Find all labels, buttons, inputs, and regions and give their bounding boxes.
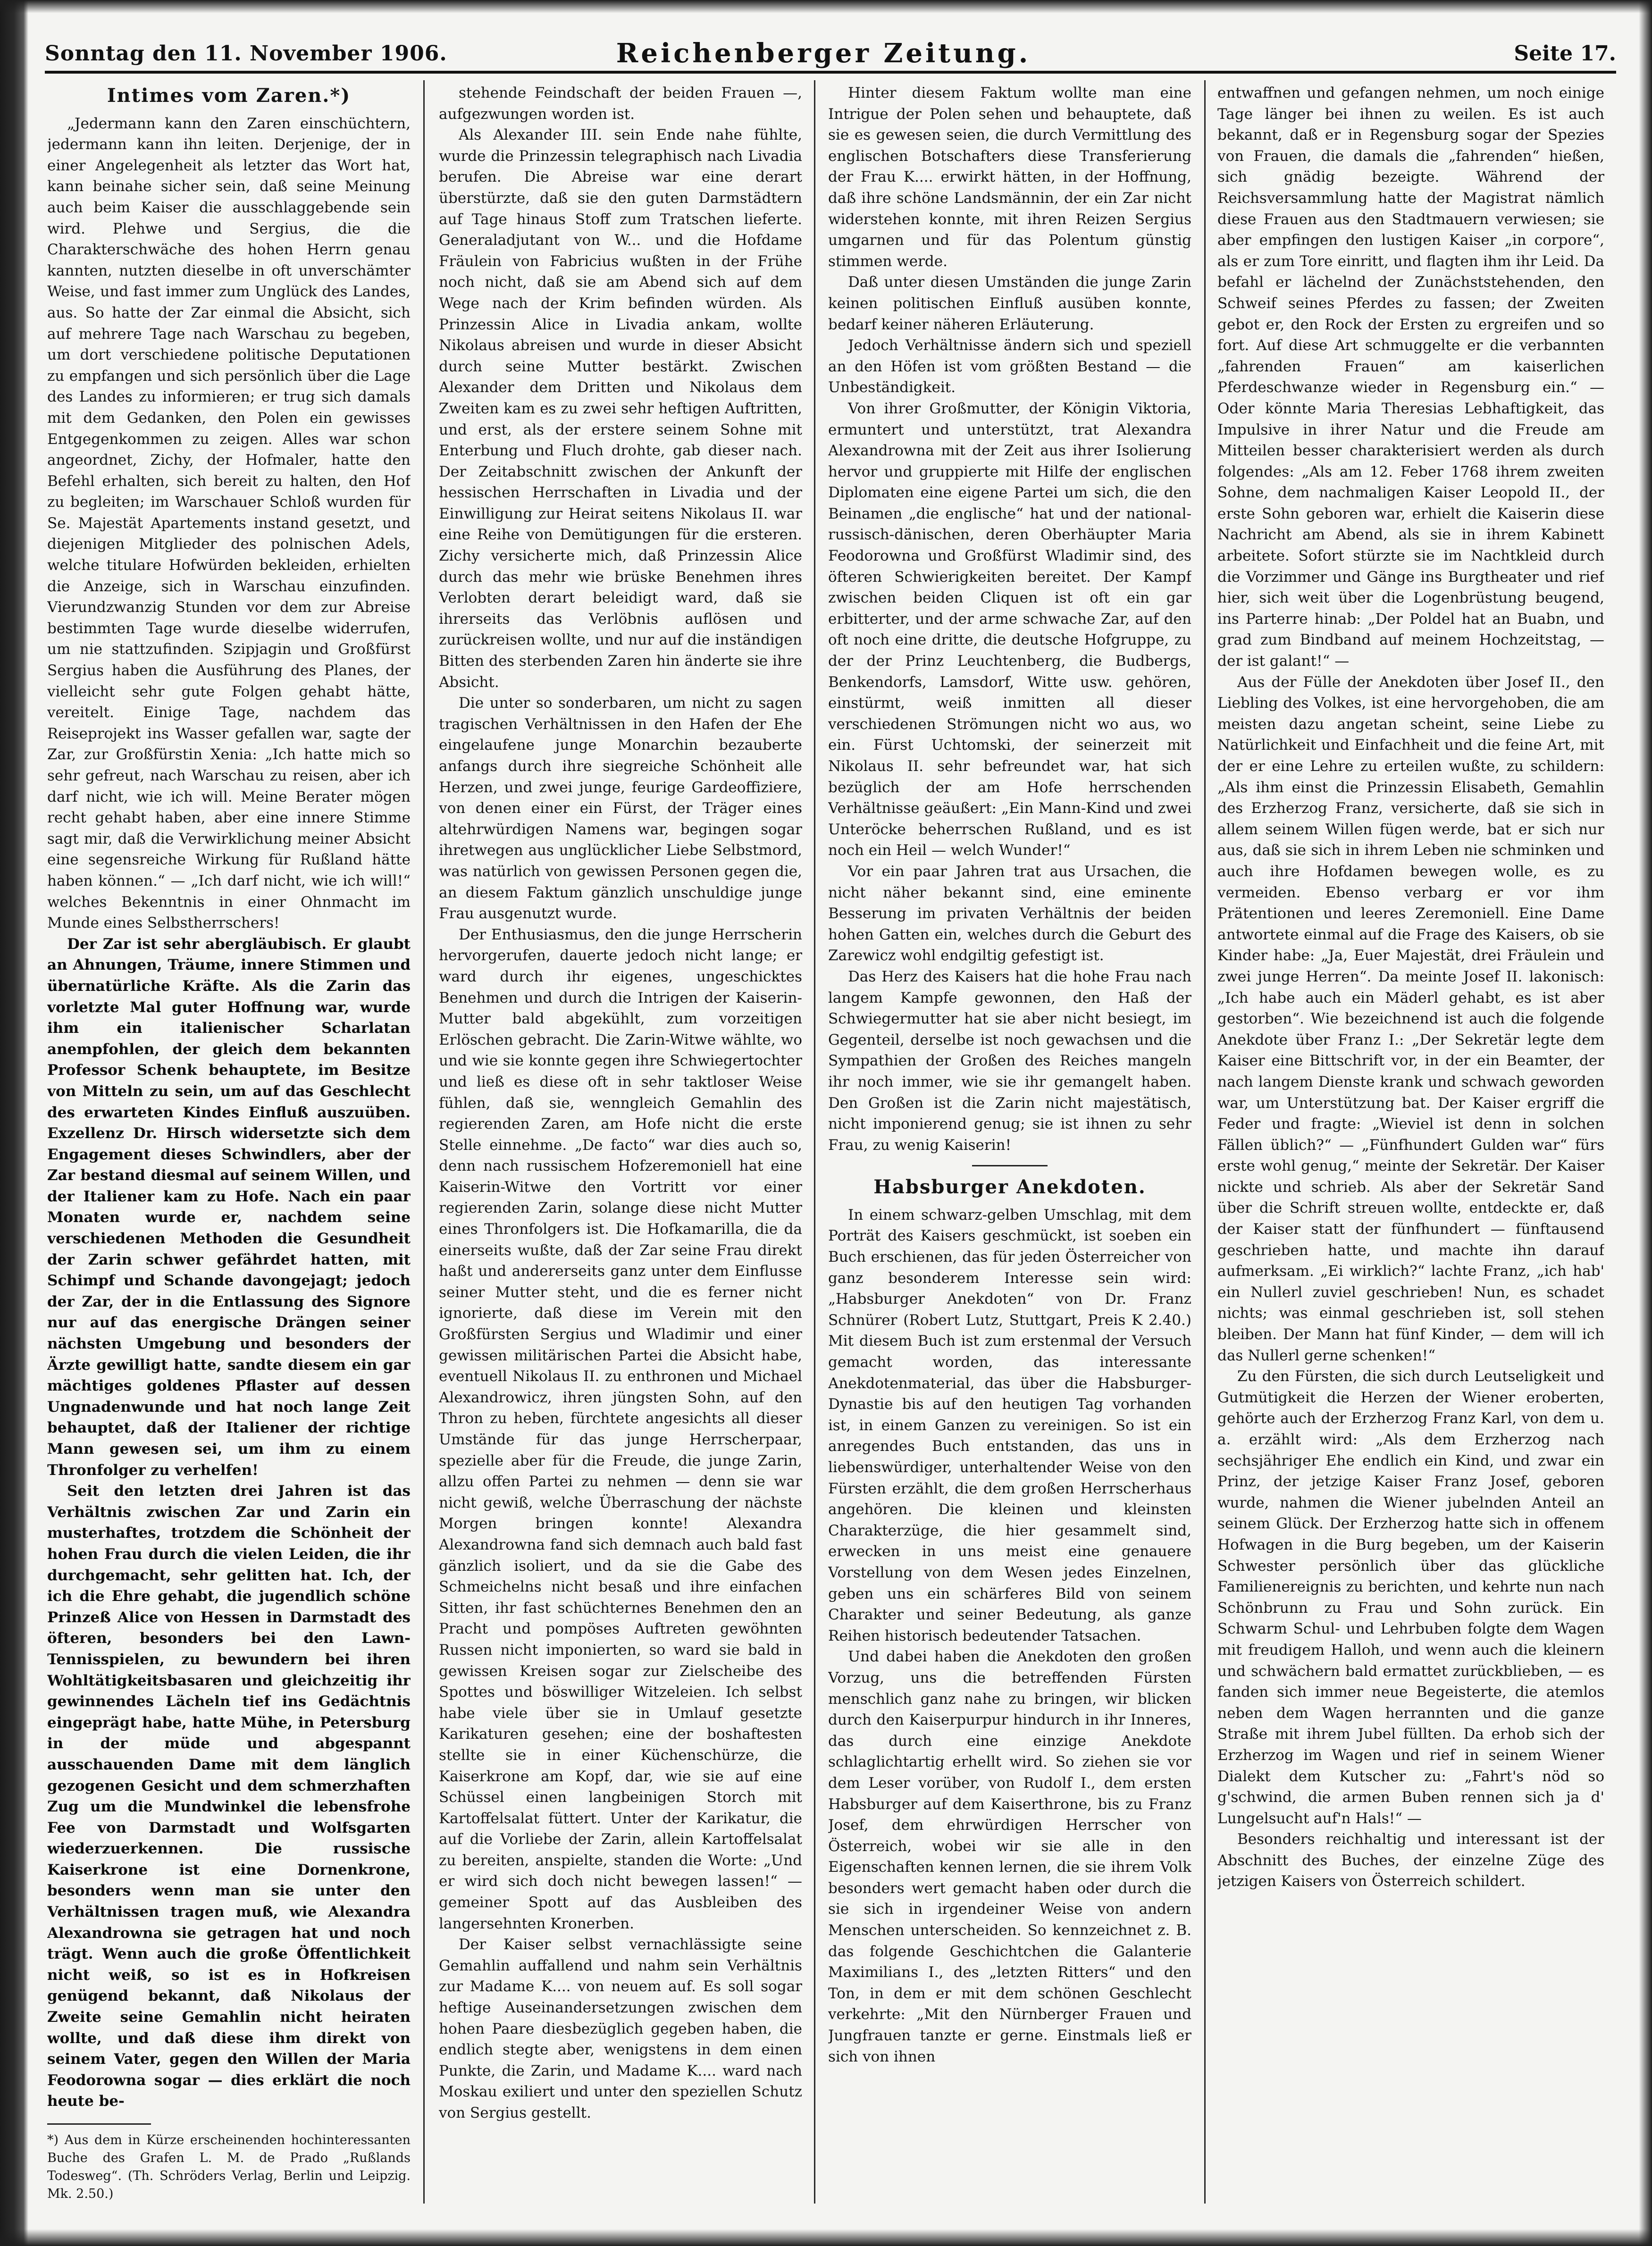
paragraph: Vor ein paar Jahren trat aus Ursachen, die nicht näher bekannt sind, eine eminente Besserung im privaten Verhältnis der beiden hohen Gatten ein, welches durch die Geburt des Zarewicz wohl endgiltig gefestigt ist. [828,863,1191,964]
paragraph: In einem schwarz-gelben Umschlag, mit dem Porträt des Kaisers geschmückt, ist soeben ein Buch erschienen, das für jeden Österreicher von ganz besonderem Interesse sein wird: „Habsburger Anekdoten“ von Dr. Franz Schnürer (Robert Lutz, Stuttgart, Preis K 2.40.) Mit diesem Buch ist zum erstenmal der Versuch gemacht worden, das interessante Anekdotenmaterial, das über die Habsburger-Dynastie bis auf den heutigen Tag vorhanden ist, in einem Ganzen zu vereinigen. So ist ein anregendes Buch entstanden, das uns in liebenswürdiger, unterhaltender Weise von den Fürsten erzählt, die dem großen Herrscherhaus angehören. Die kleinen und kleinsten Charakterzüge, die hier gesammelt sind, erwecken in uns meist eine genauere Vorstellung von dem Wesen jedes Einzelnen, geben uns ein schärferes Bild von seinem Charakter und seiner Bedeutung, als ganze Reihen historisch bedeutender Tatsachen. [828,1206,1191,1644]
footnote-rule [47,2123,151,2125]
paragraph: „Jedermann kann den Zaren einschüchtern, jedermann kann ihn leiten. Derjenige, der in einer Angelegenheit als letzter das Wort hat, kann beinahe sicher sein, daß seine Meinung auch beim Kaiser die ausschlaggebende sein wird. Plehwe und Sergius, die die Charakterschwäche des hohen Herrn genau kannten, nutzten dieselbe in oft unverschämter Weise, und fast immer zum Unglück des Landes, aus. So hatte der Zar einmal die Absicht, sich auf mehrere Tage nach Warschau zu begeben, um dort verschiedene politische Deputationen zu empfangen und sich persönlich über die Lage des Landes zu informieren; er trug sich damals mit dem Gedanken, den Polen ein gewisses Entgegenkommen zu zeigen. Alles war schon angeordnet, Zichy, der Hofmaler, hatte den Befehl erhalten, sich bereit zu halten, den Hof zu begleiten; im Warschauer Schloß wurden für Se. Majestät Apartements instand gesetzt, und diejenigen Mitglieder des polnischen Adels, welche titulare Hofwürden bekleiden, erhielten die Anzeige, sich in Warschau einzufinden. Vierundzwanzig Stunden vor dem zur Abreise bestimmten Tage wurde dieselbe widerrufen, um nie stattzufinden. Szipjagin und Großfürst Sergius haben die Ausführung des Planes, der vielleicht sehr gute Folgen gehabt hätte, vereitelt. Einige Tage, nachdem das Reiseprojekt ins Wasser gefallen war, sagte der Zar, zur Großfürstin Xenia: „Ich hatte mich so sehr gefreut, nach Warschau zu reisen, aber ich darf nicht, wie ich will. Meine Berater mögen recht gehabt haben, aber eine innere Stimme sagt mir, daß die Verwirklichung meiner Absicht eine segensreiche Wirkung für Rußland hätte haben können.“ — „Ich darf nicht, wie ich will!“ welches Bekenntnis in einer Ohnmacht im Munde eines Selbstherrschers! [47,115,411,932]
paragraph: Der Enthusiasmus, den die junge Herrscherin hervorgerufen, dauerte jedoch nicht lange; er ward durch ihr eigenes, ungeschicktes Benehmen und durch die Intrigen der Kaiserin-Mutter bald abgekühlt, zum vorzeitigen Erlöschen gebracht. Die Zarin-Witwe wählte, wo und wie sie konnte gegen ihre Schwiegertochter und ließ es diese oft in sehr taktloser Weise fühlen, daß sie, wenngleich Gemahlin des regierenden Zaren, am Hofe nicht die erste Stelle einnehme. „De facto“ war dies auch so, denn nach russischem Hofzeremoniell hat eine Kaiserin-Witwe den Vortritt vor einer regierenden Zarin, solange diese nicht Mutter eines Thronfolgers ist. Die Hofkamarilla, die da einerseits wußte, daß der Zar seine Frau direkt haßt und andererseits ganz unter dem Einflusse seiner Mutter steht, und die es ferner nicht ignorierte, daß diese im Verein mit den Großfürsten Sergius und Wladimir und einer gewissen militärischen Partei die Absicht habe, eventuell Nikolaus II. zu enthronen und Michael Alexandrowicz, ihren jüngsten Sohn, auf den Thron zu heben, fürchtete angesichts all dieser Umstände für das junge Herrscherpaar, spezielle aber für die Freude, die junge Zarin, allzu offen Partei zu nehmen — denn sie war nicht gewiß, welche Überraschung der nächste Morgen bringen konnte! Alexandra Alexandrowna fand sich demnach auch bald fast gänzlich isoliert, und da sie die Gabe des Schmeichelns nicht besaß und ihre einfachen Sitten, ihr fast schüchternes Benehmen den an Pracht und pompöses Auftreten gewöhnten Russen nicht imponierten, so ward sie bald in gewissen Kreisen sogar zur Zielscheibe des Spottes und böswilliger Witzeleien. Ich selbst habe viele über sie in Umlauf gesetzte Karikaturen gesehen; eine der boshaftesten stellte sie in einer Küchenschürze, die Kaiserkrone am Kopf, dar, wie sie auf eine Schüssel einen langbeinigen Storch mit Kartoffelsalat füttert. Unter der Karikatur, die auf die Vorliebe der Zarin, allein Kartoffelsalat zu bereiten, anspielte, standen die Worte: „Und er wird sich doch nicht bewegen lassen!“ — gemeiner Spott auf das Ausbleiben des langersehnten Kronerben. [439,926,802,1932]
paragraph: Jedoch Verhältnisse ändern sich und speziell an den Höfen ist vom größten Bestand — die Unbeständigkeit. [828,337,1191,396]
paragraph: entwaffnen und gefangen nehmen, um noch einige Tage länger bei ihnen zu weilen. Es ist auch bekannt, daß er in Regensburg sogar der Spezies von Frauen, die damals die „fahrenden“ hießen, sich gnädig bezeigte. Während der Reichsversammlung hatte der Magistrat nämlich diese Frauen aus den Stadtmauern verwiesen; sie aber empfingen den lustigen Kaiser „in corpore“, als er zum Tore einritt, und flagten ihm ihr Leid. Da befahl er lächelnd der Zunächststehenden, den Schweif seines Pferdes zu fassen; der Zweiten gebot er, den Rock der Ersten zu ergreifen und so fort. Auf diese Art schmuggelte er die verbannten „fahrenden Frauen“ am kaiserlichen Pferdeschwanze wieder in Regensburg ein.“ — Oder könnte Maria Theresias Lebhaftigkeit, das Impulsive in ihrer Natur und die Freude am Mitteilen besser charakterisiert werden als durch folgendes: „Als am 12. Feber 1768 ihrem zweiten Sohne, dem nachmaligen Kaiser Leopold II., der erste Sohn geboren war, erhielt die Kaiserin diese Nachricht am Abend, als sie in ihrem Kabinett arbeitete. Sofort stürzte sie im Nachtkleid durch die Vorzimmer und Gänge ins Burgtheater und rief hier, sich weit über die Logenbrüstung beugend, ins Parterre hinab: „Der Poldel hat an Buabn, und grad zum Bindband auf meinem Hochzeitstag, — der ist galant!“ — [1217,84,1604,670]
article-title-zar: Intimes vom Zaren.*) [107,84,351,107]
paragraph: Als Alexander III. sein Ende nahe fühlte, wurde die Prinzessin telegraphisch nach Livadia berufen. Die Abreise war eine derart überstürzte, daß sie den guten Darmstädtern auf Tage hinaus Stoff zum Tratschen lieferte. Generaladjutant von W... und die Hofdame Fräulein von Fabricius wußten in der Frühe noch nicht, daß sie am Abend sich auf dem Wege nach der Krim befinden würden. Als Prinzessin Alice in Livadia ankam, wollte Nikolaus abreisen und wurde in dieser Absicht durch seine Mutter bestärkt. Zwischen Alexander dem Dritten und Nikolaus dem Zweiten kam es zu zwei sehr heftigen Auftritten, und erst, als der erstere seinem Sohne mit Enterbung und Fluch drohte, gab dieser nach. Der Zeitabschnitt zwischen der Ankunft der hessischen Herrschaften in Livadia und der Einwilligung zur Heirat seitens Nikolaus II. war eine Reihe von Demütigungen für die ersteren. Zichy versicherte mich, daß Prinzessin Alice durch das mehr wie brüske Benehmen ihres Verlobten derart beleidigt ward, daß sie ihrerseits das Verlöbnis auflösen und zurückreisen wollte, und nur auf die inständigen Bitten des sterbenden Zaren hin änderte sie ihre Absicht. [439,126,802,691]
page-header [45,38,1616,67]
paragraph: Der Kaiser selbst vernachlässigte seine Gemahlin auffallend und nahm sein Verhältnis zur Madame K.... von neuem auf. Es soll sogar heftige Auseinandersetzungen zwischen dem hohen Paare diesbezüglich gegeben haben, die endlich stegte aber, wenigstens in dem einen Punkte, die Zarin, und Madame K.... ward nach Moskau exiliert und unter den speziellen Schutz von Sergius gestellt. [439,1936,802,2121]
newspaper-title: Reichenberger Zeitung. [616,38,1031,69]
paragraph: Seit den letzten drei Jahren ist das Verhältnis zwischen Zar und Zarin ein musterhaftes, trotzdem die Schönheit der hohen Frau durch die vielen Leiden, die ihr durchgemacht, sehr gelitten hat. Ich, der ich die Ehre gehabt, die jugendlich schöne Prinzeß Alice von Hessen in Darmstadt des öfteren, besonders bei den Lawn-Tennisspielen, zu bewundern bei ihren Wohltätigkeitsbasaren und gleichzeitig ihr gewinnendes Lächeln tief ins Gedächtnis eingeprägt habe, hatte Mühe, in Petersburg in der müde und abgespannt ausschauenden Dame mit dem länglich gezogenen Gesicht und dem schmerzhaften Zug um die Mundwinkel die lebensfrohe Fee von Darmstadt und Wolfsgarten wiederzuerkennen. Die russische Kaiserkrone ist eine Dornenkrone, besonders wenn man sie unter den Verhältnissen tragen muß, wie Alexandra Alexandrowna sie getragen hat und noch trägt. Wenn auch die große Öffentlichkeit nicht weiß, so ist es in Hofkreisen genügend bekannt, daß Nikolaus der Zweite seine Gemahlin nicht heiraten wollte, und daß diese ihm direkt von seinem Vater, gegen den Willen der Maria Feodorowna sogar — dies erklärt die noch heute be- [47,1483,411,2110]
paragraph: Von ihrer Großmutter, der Königin Viktoria, ermuntert und unterstützt, trat Alexandra Alexandrowna mit der Zeit aus ihrer Isolierung hervor und gruppierte mit Hilfe der englischen Diplomaten eine eigene Partei um sich, die den Beinamen „die englische“ hat und der national-russisch-dänischen, deren Oberhäupter Maria Feodorowna und Großfürst Wladimir sind, des öfteren Schwierigkeiten bereitet. Der Kampf zwischen beiden Cliquen ist oft ein gar erbitterter, und der arme schwache Zar, auf den oft noch eine dritte, die deutsche Hofgruppe, zu der der Prinz Leuchtenberg, die Budbergs, Benkendorfs, Lamsdorf, Witte usw. gehören, einstürmt, weiß inmitten all dieser verschiedenen Strömungen nicht wo aus, wo ein. Fürst Uchtomski, der seinerzeit mit Nikolaus II. sehr befreundet war, hat sich bezüglich der am Hofe herrschenden Verhältnisse geäußert: „Ein Mann-Kind und zwei Unteröcke beherrschen Rußland, und es ist noch ein Heil — welch Wunder!“ [828,400,1191,859]
footnote: *) Aus dem in Kürze erscheinenden hochinteressanten Buche des Grafen L. M. de Prado „Rußlands Todesweg“. (Th. Schröders Verlag, Berlin und Leipzig. Mk. 2.50.) [47,2133,411,2201]
column-4 [1217,83,1604,2201]
column-divider [423,80,425,2204]
header-date: Sonntag den 11. November 1906. [45,42,447,66]
paragraph: Das Herz des Kaisers hat die hohe Frau nach langem Kampfe gewonnen, den Haß der Schwiegermutter hat sie aber nicht besiegt, im Gegenteil, derselbe ist noch gewachsen und die Sympathien der Großen des Reiches mangeln ihr noch immer, wie sie ihr gemangelt haben. Den Großen ist die Zarin nicht majestätisch, nicht imponierend genug; sie ist ihnen zu sehr Frau, zu wenig Kaiserin! [828,968,1191,1154]
scan-edge-right [1639,0,1652,2246]
paragraph: Und dabei haben die Anekdoten den großen Vorzug, uns die betreffenden Fürsten menschlich ganz nahe zu bringen, wir blicken durch den Kaiserpurpur hindurch in ihr Inneres, das durch eine einzige Anekdote schlaglichtartig erhellt wird. So ziehen sie vor dem Leser vorüber, von Rudolf I., dem ersten Habsburger auf dem Kaiserthrone, bis zu Franz Josef, dem ehrwürdigen Herrscher von Österreich, wobei wir sie alle in den Eigenschaften kennen lernen, die sie ihrem Volk besonders wert gemacht haben oder durch die sie sich in irgendeiner Weise von andern Menschen unterscheiden. So kennzeichnet z. B. das folgende Geschichtchen die Galanterie Maximilians I., des „letzten Ritters“ und den Ton, in dem er mit dem schönen Geschlecht verkehrte: „Mit den Nürnberger Frauen und Jungfrauen tanzte er gerne. Einstmals ließ er sich von ihnen [828,1648,1191,2065]
column-1 [47,83,411,2201]
paragraph: Hinter diesem Faktum wollte man eine Intrigue der Polen sehen und behauptete, daß sie es gewesen seien, die durch Vermittlung des englischen Botschafters diese Transferierung der Frau K.... erwirkt hätten, in der Hoffnung, daß ihre schöne Landsmännin, der ein Zar nicht widerstehen konnte, mit ihren Reizen Sergius umgarnen und für das Polentum günstig stimmen werde. [828,84,1191,270]
page-number: Seite 17. [1514,42,1616,66]
article-separator [972,1165,1048,1166]
paragraph: Zu den Fürsten, die sich durch Leutseligkeit und Gutmütigkeit die Herzen der Wiener eroberten, gehörte auch der Erzherzog Franz Karl, von dem u. a. erzählt wird: „Als dem Erzherzog nach sechsjähriger Ehe endlich ein Kind, und zwar ein Prinz, der jetzige Kaiser Franz Josef, geboren wurde, nahmen die Wiener jubelnden Anteil an seinem Glück. Der Erzherzog hatte sich in offenem Hofwagen in die Burg begeben, um der Kaiserin Schwester persönlich über das glückliche Familienereignis zu berichten, und kehrte nun nach Schönbrunn zu Frau und Sohn zurück. Ein Schwarm Schul- und Lehrbuben folgte dem Wagen mit freudigem Halloh, und wenn auch die kleinern und schwächern bald ermattet zurückblieben, — es fanden sich immer neue Begeisterte, die atemlos neben dem Wagen herrannten und die ganze Straße mit ihrem Jubel füllten. Da erhob sich der Erzherzog im Wagen und rief in seinem Wiener Dialekt dem Kutscher zu: „Fahrt's nöd so g'schwind, die armen Buben rennen sich ja d' Lungelsucht auf'n Hals!“ — [1217,1368,1604,1827]
column-divider [814,80,815,2204]
scan-edge-left [0,0,28,2246]
column-2 [439,83,802,2201]
paragraph: Daß unter diesen Umständen die junge Zarin keinen politischen Einfluß ausüben konnte, bedarf keiner näheren Erläuterung. [828,274,1191,333]
paragraph: Der Zar ist sehr abergläubisch. Er glaubt an Ahnungen, Träume, innere Stimmen und übernatürliche Kräfte. Als die Zarin das vorletzte Mal guter Hoffnung war, wurde ihm ein italienischer Scharlatan anempfohlen, der gleich dem bekannten Professor Schenk behauptete, im Besitze von Mitteln zu sein, um auf das Geschlecht des erwarteten Kindes Einfluß auszuüben. Exzellenz Dr. Hirsch widersetzte sich dem Engagement dieses Schwindlers, aber der Zar bestand diesmal auf seinem Willen, und der Italiener kam zu Hofe. Nach ein paar Monaten wurde er, nachdem seine verschiedenen Methoden die Gesundheit der Zarin schwer gefährdet hatten, mit Schimpf und Schande davongejagt; jedoch der Zar, der in die Entlassung des Signore nur auf das energische Drängen seiner nächsten Umgebung und besonders der Ärzte gewilligt hatte, sandte diesem ein gar mächtiges goldenes Pflaster auf dessen Ungnadenwunde und hat noch lange Zeit behauptet, daß der Italiener der richtige Mann gewesen sei, um ihm zu einem Thronfolger zu verhelfen! [47,935,411,1479]
header-rule [45,71,1616,74]
article-title-habsburger: Habsburger Anekdoten. [873,1176,1146,1198]
column-3 [828,83,1191,2201]
scan-edge-top [0,0,1652,13]
paragraph: Aus der Fülle der Anekdoten über Josef II., den Liebling des Volkes, ist eine hervorgehoben, die am meisten dazu angetan scheint, seine Liebe zu Natürlichkeit und Einfachheit und die feine Art, mit der er eine Lehre zu erteilen wußte, zu schildern: „Als ihm einst die Prinzessin Elisabeth, Gemahlin des Erzherzog Franz, versicherte, daß sie sich in allem seinem Willen fügen werde, bat er sich nur aus, daß sie sich in ihrem Leben nie schminken und auch ihre Hofdamen bewegen wolle, es zu vermeiden. Ebenso verbarg er vor ihm Prätentionen und leeres Zeremoniell. Eine Dame antwortete einmal auf die Frage des Kaisers, ob sie Kinder habe: „Ja, Euer Majestät, drei Fräulein und zwei junge Herren“. Da meinte Josef II. lakonisch: „Ich habe auch ein Mäderl gehabt, es ist aber gestorben“. Wie bezeichnend ist auch die folgende Anekdote über Franz I.: „Der Sekretär legte dem Kaiser eine Bittschrift vor, in der ein Beamter, der nach langem Dienste krank und schwach geworden war, um Unterstützung bat. Der Kaiser ergriff die Feder und fragte: „Wieviel ist denn in solchen Fällen üblich?“ — „Fünfhundert Gulden war“ fürs erste wohl genug,“ meinte der Sekretär. Der Kaiser nickte und schrieb. Als aber der Sekretär Sand über die Schrift streuen wollte, entdeckte er, daß der Kaiser statt der fünfhundert — fünftausend geschrieben hatte, und machte ihn darauf aufmerksam. „Ei wirklich?“ lachte Franz, „ich hab' ein Nullerl zuviel geschrieben! Nun, es schadet nichts; was einmal geschrieben ist, soll stehen bleiben. Der Mann hat fünf Kinder, — dem will ich das Nullerl gerne schenken!“ [1217,673,1604,1364]
scan-edge-bottom [0,2229,1652,2246]
paragraph: Besonders reichhaltig und interessant ist der Abschnitt des Buches, der einzelne Züge des jetzigen Kaisers von Österreich schildert. [1217,1831,1604,1890]
paragraph: Die unter so sonderbaren, um nicht zu sagen tragischen Verhältnissen in den Hafen der Ehe eingelaufene junge Monarchin bezauberte anfangs durch ihre siegreiche Schönheit alle Herzen, und zwei junge, feurige Gardeoffiziere, von denen einer ein Fürst, der Träger eines altehrwürdigen Namens war, begingen sogar ihretwegen aus unglücklicher Liebe Selbstmord, was natürlich von gewissen Personen gegen die, an diesem Faktum gänzlich unschuldige junge Frau ausgenutzt wurde. [439,695,802,922]
paragraph: stehende Feindschaft der beiden Frauen —, aufgezwungen worden ist. [439,84,802,123]
column-divider [1204,80,1206,2204]
